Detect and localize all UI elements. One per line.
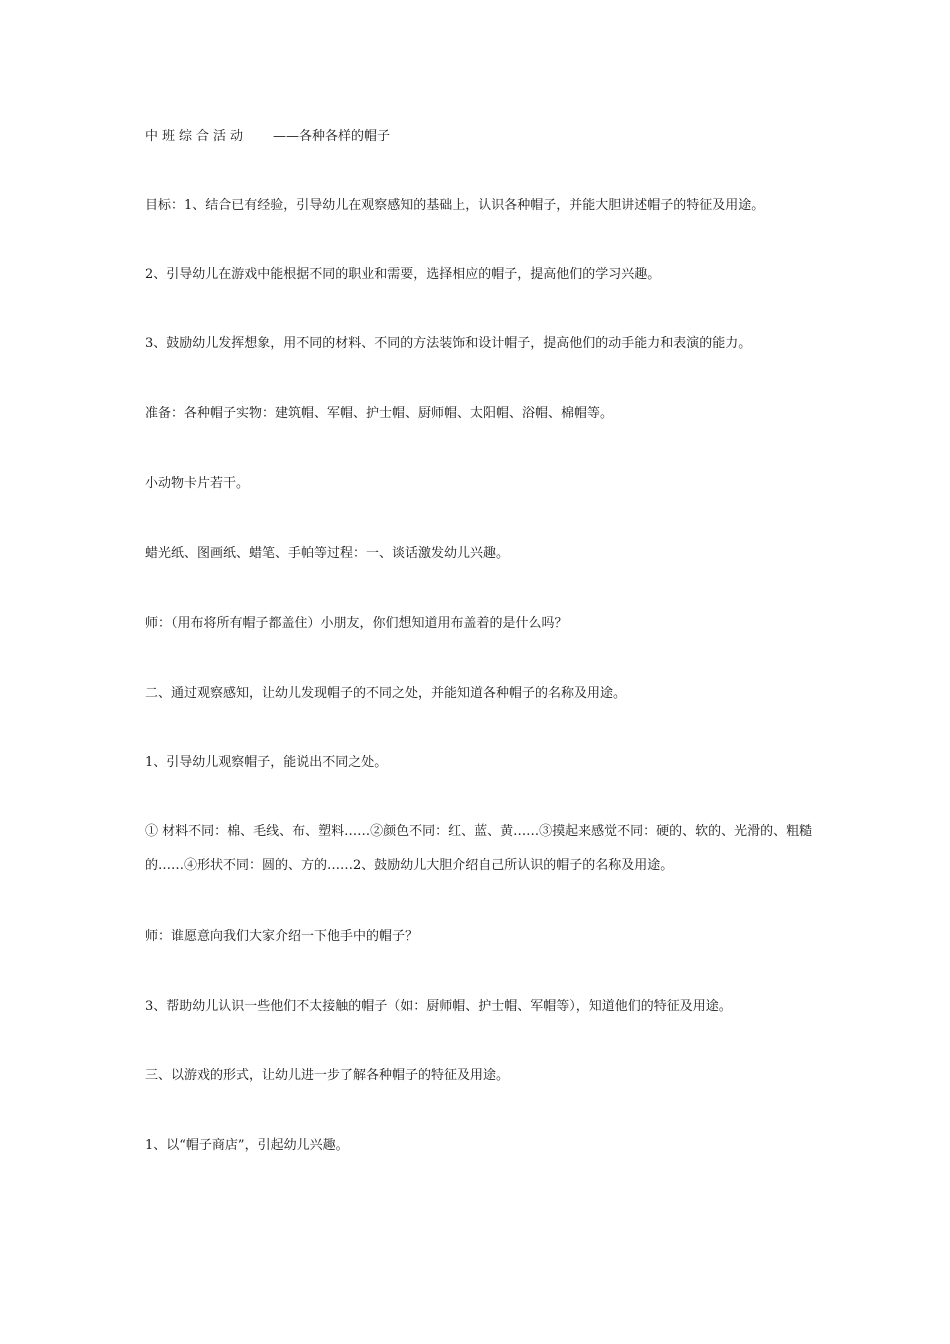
paragraph: 准备：各种帽子实物：建筑帽、军帽、护士帽、厨师帽、太阳帽、浴帽、棉帽等。 xyxy=(145,406,614,421)
paragraph-wrapped: ① 材料不同：棉、毛线、布、塑料……②颜色不同：红、蓝、黄……③摸起来感觉不同：硬的、软的、光滑的、粗糙的……④形状不同：圆的、方的……2、鼓励幼儿大胆介绍自己所认识的帽子的名称及用途。 xyxy=(145,824,813,873)
paragraph: 目标：1、结合已有经验，引导幼儿在观察感知的基础上，认识各种帽子，并能大胆讲述帽子的特征及用途。 xyxy=(145,198,765,213)
paragraph: 小动物卡片若干。 xyxy=(145,476,250,491)
paragraph: 师：（用布将所有帽子都盖住）小朋友，你们想知道用布盖着的是什么吗？ xyxy=(145,616,568,631)
title-sub: ——各种各样的帽子 xyxy=(273,129,391,144)
paragraph: 3、帮助幼儿认识一些他们不太接触的帽子（如：厨师帽、护士帽、军帽等），知道他们的特征及用途。 xyxy=(145,999,732,1014)
paragraph: 蜡光纸、图画纸、蜡笔、手帕等过程：一、谈话激发幼儿兴趣。 xyxy=(145,546,510,561)
paragraph: 三、以游戏的形式，让幼儿进一步了解各种帽子的特征及用途。 xyxy=(145,1068,510,1083)
paragraph: 1、以“帽子商店”，引起幼儿兴趣。 xyxy=(145,1138,349,1153)
title-main: 中班综合活动 xyxy=(145,129,248,144)
paragraph: 师：谁愿意向我们大家介绍一下他手中的帽子？ xyxy=(145,929,419,944)
document-title xyxy=(145,127,825,147)
paragraph: 3、鼓励幼儿发挥想象，用不同的材料、不同的方法装饰和设计帽子，提高他们的动手能力和表演的能力。 xyxy=(145,336,752,351)
paragraph: 1、引导幼儿观察帽子，能说出不同之处。 xyxy=(145,755,388,770)
paragraph: 二、通过观察感知，让幼儿发现帽子的不同之处，并能知道各种帽子的名称及用途。 xyxy=(145,686,627,701)
paragraph: 2、引导幼儿在游戏中能根据不同的职业和需要，选择相应的帽子，提高他们的学习兴趣。 xyxy=(145,267,661,282)
